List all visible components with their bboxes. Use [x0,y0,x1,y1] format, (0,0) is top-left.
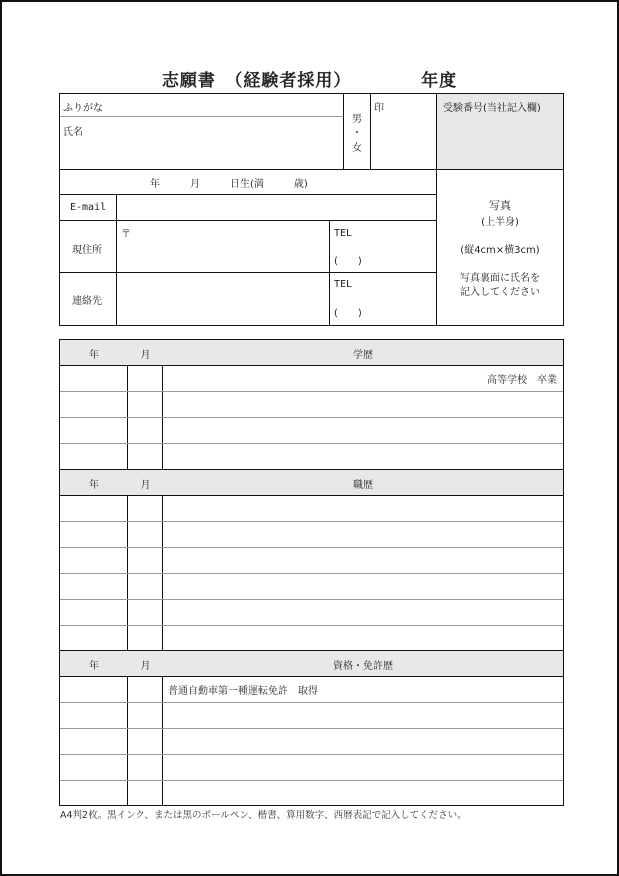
postal-mark: 〒 [121,229,131,240]
furigana-field[interactable] [120,95,340,115]
education-row[interactable] [60,444,563,470]
career-month-header: 月 [140,480,151,491]
licenses-row[interactable] [60,781,563,807]
address-tel-area[interactable]: ( ) [334,256,362,267]
education-year-header: 年 [89,350,99,361]
email-field[interactable] [118,196,434,218]
contact-tel-label: TEL [334,279,353,290]
licenses-year-header: 年 [89,661,99,672]
licenses-row[interactable] [60,703,563,729]
address-field[interactable] [118,222,327,270]
gender-female[interactable]: 女 [352,143,362,154]
footer-note: A4判2枚。黒インク、または黒のボールペン、楷書、算用数字、西暦表記で記入してください。 [60,810,467,821]
career-row[interactable] [60,548,563,574]
email-label: E-mail [70,202,107,213]
contact-field[interactable] [118,274,327,324]
gender-male[interactable]: 男 [352,114,362,125]
birth-date-text: 年 月 日生(満 歳) [150,179,308,190]
education-month-header: 月 [140,350,151,361]
name-field[interactable] [100,118,340,168]
photo-size: (縦4cm×横3cm) [460,245,540,256]
education-row[interactable] [60,418,563,444]
licenses-row[interactable] [60,729,563,755]
address-label: 現住所 [72,245,102,256]
photo-note-line2: 記入してください [460,287,540,298]
seal-label: 印 [374,103,384,114]
licenses-title-header: 資格・免許歴 [333,661,393,672]
career-row[interactable] [60,522,563,548]
gender-dot: ・ [352,128,362,139]
licenses-content-cell[interactable]: 普通自動車第一種運転免許 取得 [168,686,318,697]
furigana-label: ふりがな [63,103,103,114]
photo-subtitle: (上半身) [481,217,519,228]
exam-number-label: 受験番号(当社記入欄) [443,103,541,114]
photo-note-line1: 写真裏面に氏名を [460,273,540,284]
title-main: 志願書 （経験者採用） [161,71,352,91]
licenses-month-header: 月 [140,661,151,672]
education-content-cell[interactable]: 高等学校 卒業 [487,375,557,386]
name-label: 氏名 [63,127,83,138]
licenses-row[interactable] [60,755,563,781]
education-title-header: 学歴 [353,350,373,361]
contact-label: 連絡先 [72,296,102,307]
career-row[interactable] [60,574,563,600]
contact-tel-area[interactable]: ( ) [334,308,362,319]
address-tel-label: TEL [334,228,353,239]
photo-area[interactable] [437,170,563,325]
career-year-header: 年 [89,480,99,491]
career-row[interactable] [60,496,563,522]
career-title-header: 職歴 [353,480,373,491]
title-year: 年度 [421,71,458,91]
photo-title: 写真 [489,199,511,212]
page-title [0,66,619,91]
career-row[interactable] [60,600,563,626]
career-row[interactable] [60,626,563,652]
education-row[interactable] [60,392,563,418]
